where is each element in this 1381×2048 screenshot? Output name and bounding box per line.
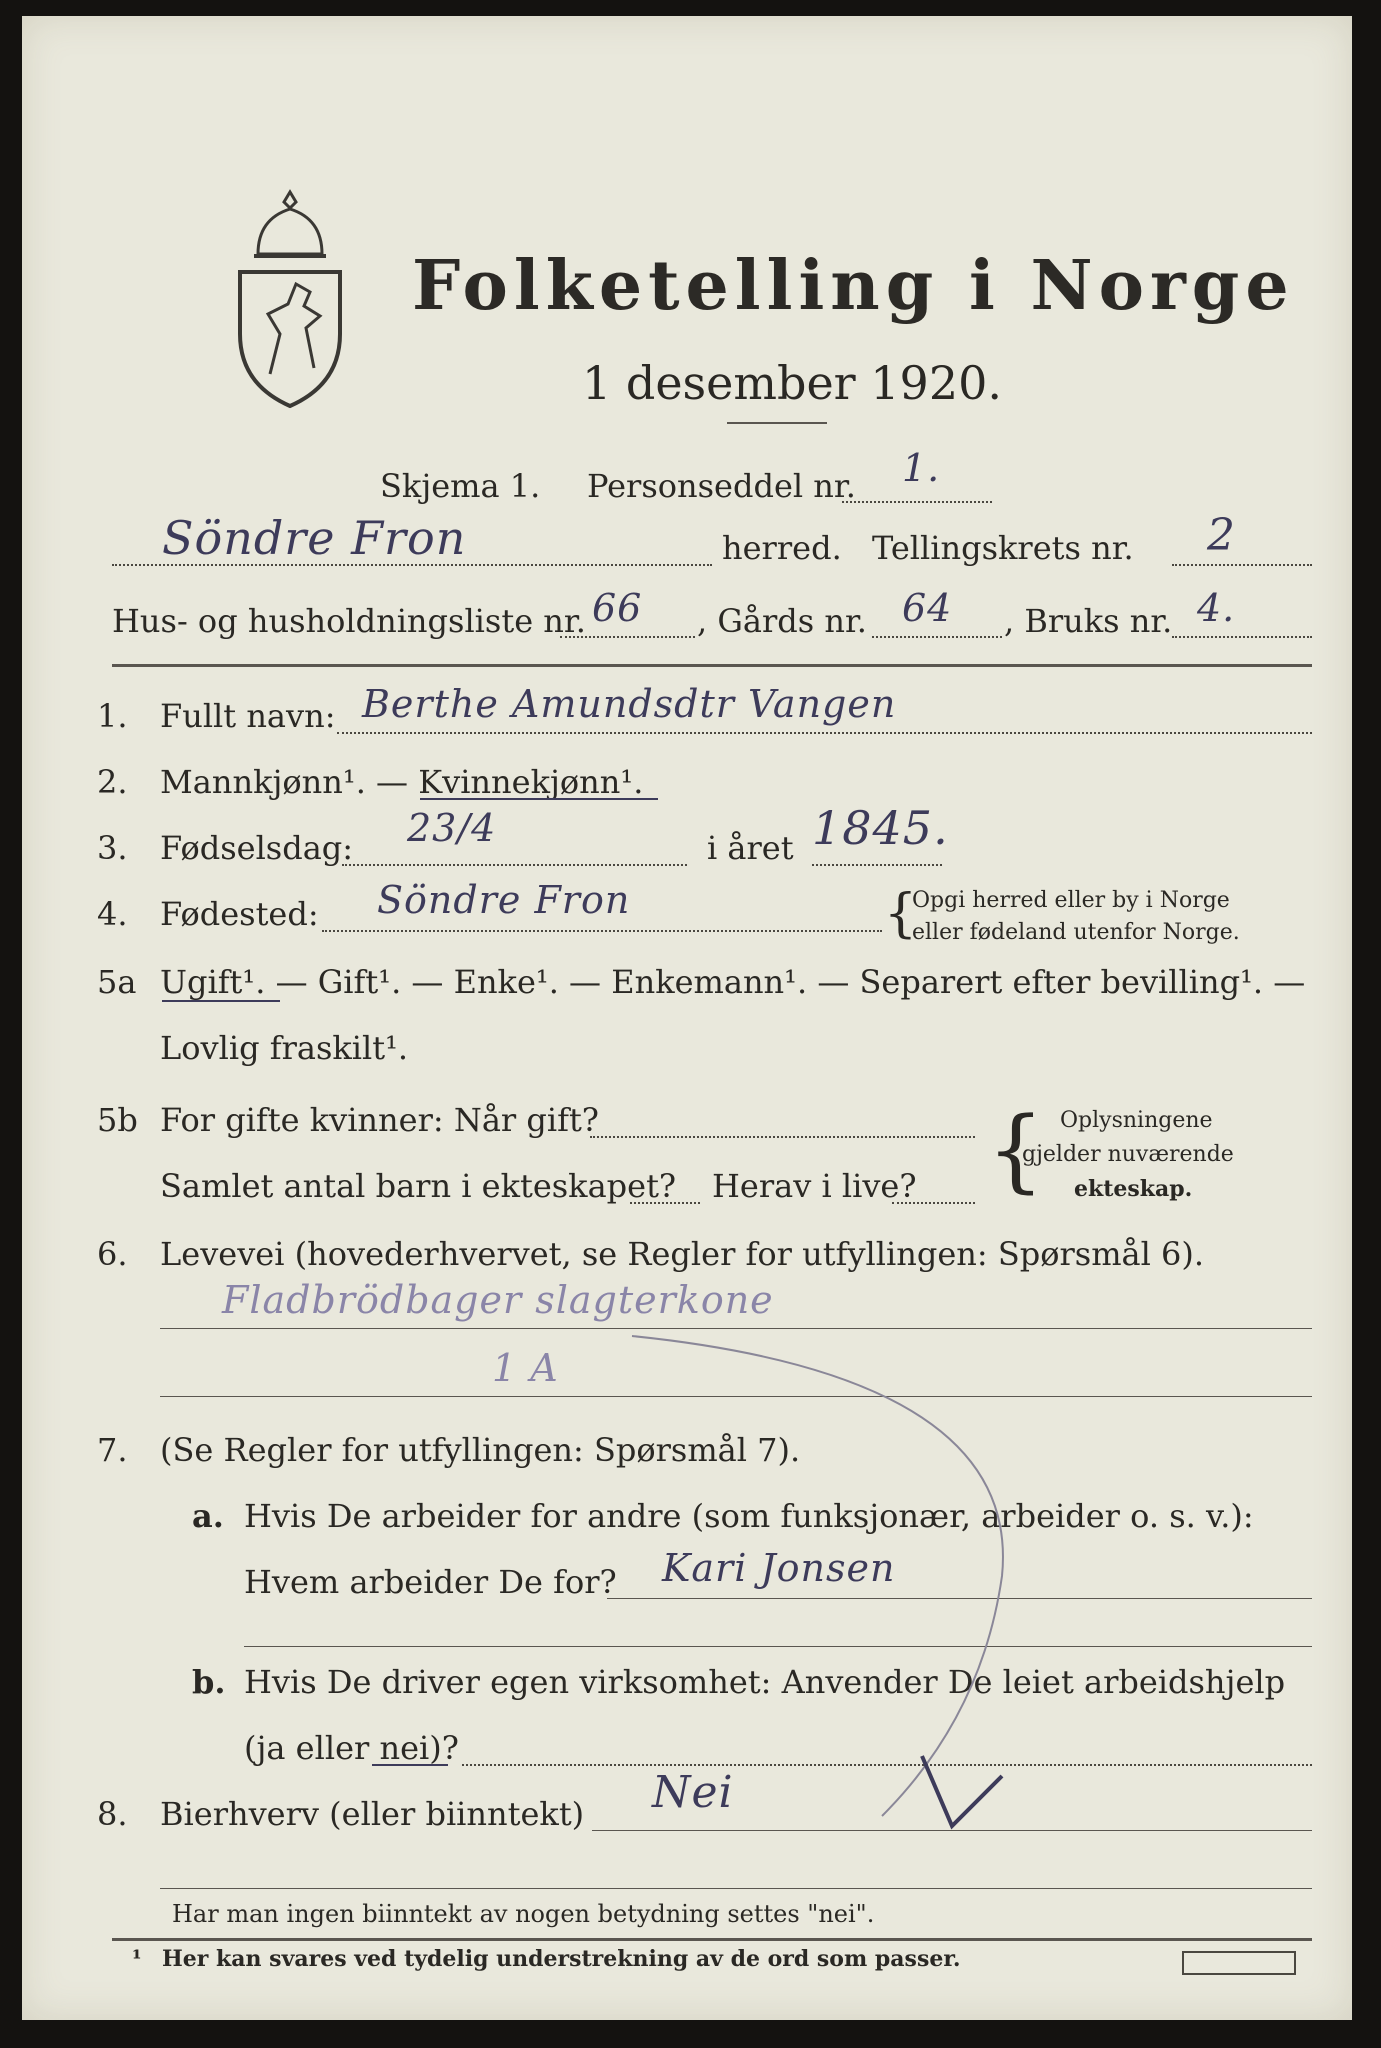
nei-underline (372, 1764, 448, 1766)
footnote-text: Her kan svares ved tydelig understrekning av de ord som passer. (162, 1946, 961, 1972)
q7a-line1: Hvis De arbeider for andre (som funksjonær, arbeider o. s. v.): (244, 1497, 1254, 1535)
q5b-note-line2: gjelder nuværende (1022, 1142, 1234, 1167)
census-form-sheet (22, 16, 1352, 2020)
hus-label: Hus- og husholdningsliste nr. (112, 602, 586, 640)
q7-number: 7. (97, 1431, 128, 1469)
title-divider (727, 422, 827, 424)
hus-line (560, 636, 695, 638)
hus-value[interactable]: 66 (592, 586, 643, 630)
q6-label: Levevei (hovederhvervet, se Regler for utfyllingen: Spørsmål 6). (160, 1235, 1205, 1273)
q8-label: Bierhverv (eller biinntekt) (160, 1795, 585, 1833)
employer-value[interactable]: Kari Jonsen (662, 1546, 896, 1590)
q3-year-line (812, 864, 942, 866)
birth-day-value[interactable]: 23/4 (407, 806, 497, 850)
kvinnekjonn-underline (420, 798, 658, 800)
q4-note-line1: Opgi herred eller by i Norge (912, 888, 1230, 913)
q7b-line1: Hvis De driver egen virksomhet: Anvender De leiet arbeidshjelp (244, 1663, 1286, 1701)
tellingskrets-line (1172, 564, 1312, 566)
q5b-note-line3: ekteskap. (1074, 1176, 1193, 1202)
q5a-line1: Ugift¹. — Gift¹. — Enke¹. — Enkemann¹. — Separert efter bevilling¹. — (160, 963, 1306, 1001)
q5b-alive-label: Herav i live? (712, 1167, 917, 1205)
form-date: 1 desember 1920. (582, 356, 1002, 410)
q4-number: 4. (97, 895, 128, 933)
q7-label: (Se Regler for utfyllingen: Spørsmål 7). (160, 1431, 801, 1469)
bruks-value[interactable]: 4. (1197, 586, 1236, 630)
q5b-number: 5b (97, 1101, 138, 1139)
side-income-value[interactable]: Nei (652, 1767, 734, 1818)
q5b-note-line1: Oplysningene (1060, 1108, 1213, 1133)
q5b-line1: For gifte kvinner: Når gift? (160, 1101, 599, 1139)
q5a-line2: Lovlig fraskilt¹. (160, 1029, 409, 1067)
form-title: Folketelling i Norge (412, 246, 1295, 326)
personseddel-value[interactable]: 1. (902, 446, 941, 490)
birthplace-value[interactable]: Söndre Fron (377, 878, 631, 922)
q3-label: Fødselsdag: (160, 829, 354, 867)
personseddel-label: Personseddel nr. (587, 467, 856, 505)
q8-extra-line (160, 1888, 1312, 1889)
q3-number: 3. (97, 829, 128, 867)
q4-note-brace: { (884, 884, 918, 944)
q8-number: 8. (97, 1795, 128, 1833)
herred-value[interactable]: Söndre Fron (162, 511, 467, 565)
q5b-children-line (630, 1202, 700, 1204)
printer-stamp (1182, 1951, 1296, 1975)
q5b-alive-line (892, 1202, 975, 1204)
pencil-curve-mark (622, 1316, 1142, 1836)
full-name-value[interactable]: Berthe Amundsdtr Vangen (362, 682, 897, 726)
q5b-note-brace: { (987, 1098, 1045, 1203)
tellingskrets-value[interactable]: 2 (1207, 510, 1236, 561)
herred-label: herred. (722, 529, 842, 567)
gards-label: , Gårds nr. (697, 602, 867, 640)
q7b-line2: (ja eller nei)? (244, 1729, 459, 1767)
q7a-letter: a. (192, 1497, 224, 1535)
q3-year-label: i året (707, 829, 794, 867)
footnote-mark: ¹ (132, 1946, 142, 1972)
footer-note: Har man ingen biinntekt av nogen betydning settes "nei". (172, 1900, 875, 1928)
q5b-when-line (590, 1136, 975, 1138)
q2-label: Mannkjønn¹. — Kvinnekjønn¹. (160, 763, 644, 801)
q1-label: Fullt navn: (160, 697, 336, 735)
q4-line (322, 930, 882, 932)
q6-number: 6. (97, 1235, 128, 1273)
q2-number: 2. (97, 763, 128, 801)
q4-label: Fødested: (160, 895, 319, 933)
q5b-children-label: Samlet antal barn i ekteskapet? (160, 1167, 677, 1205)
q7b-letter: b. (192, 1663, 226, 1701)
bruks-label: , Bruks nr. (1004, 602, 1173, 640)
norway-coat-of-arms-icon (230, 184, 350, 414)
q7a-line2: Hvem arbeider De for? (244, 1563, 617, 1601)
gards-value[interactable]: 64 (902, 586, 953, 630)
tellingskrets-label: Tellingskrets nr. (872, 529, 1134, 567)
occupation-code-value[interactable]: 1 A (492, 1346, 559, 1390)
q1-number: 1. (97, 697, 128, 735)
footer-divider (112, 1938, 1312, 1941)
bruks-line (1172, 636, 1312, 638)
header-divider (112, 664, 1312, 667)
gards-line (872, 636, 1002, 638)
q4-note-line2: eller fødeland utenfor Norge. (912, 920, 1240, 945)
occupation-value[interactable]: Fladbrödbager slagterkone (222, 1278, 774, 1322)
skjema-label: Skjema 1. (380, 467, 541, 505)
q5a-number: 5a (97, 963, 137, 1001)
ugift-underline (162, 1000, 280, 1002)
q3-day-line (342, 864, 687, 866)
personseddel-line (842, 501, 992, 503)
q1-line (337, 732, 1312, 734)
birth-year-value[interactable]: 1845. (812, 801, 949, 855)
